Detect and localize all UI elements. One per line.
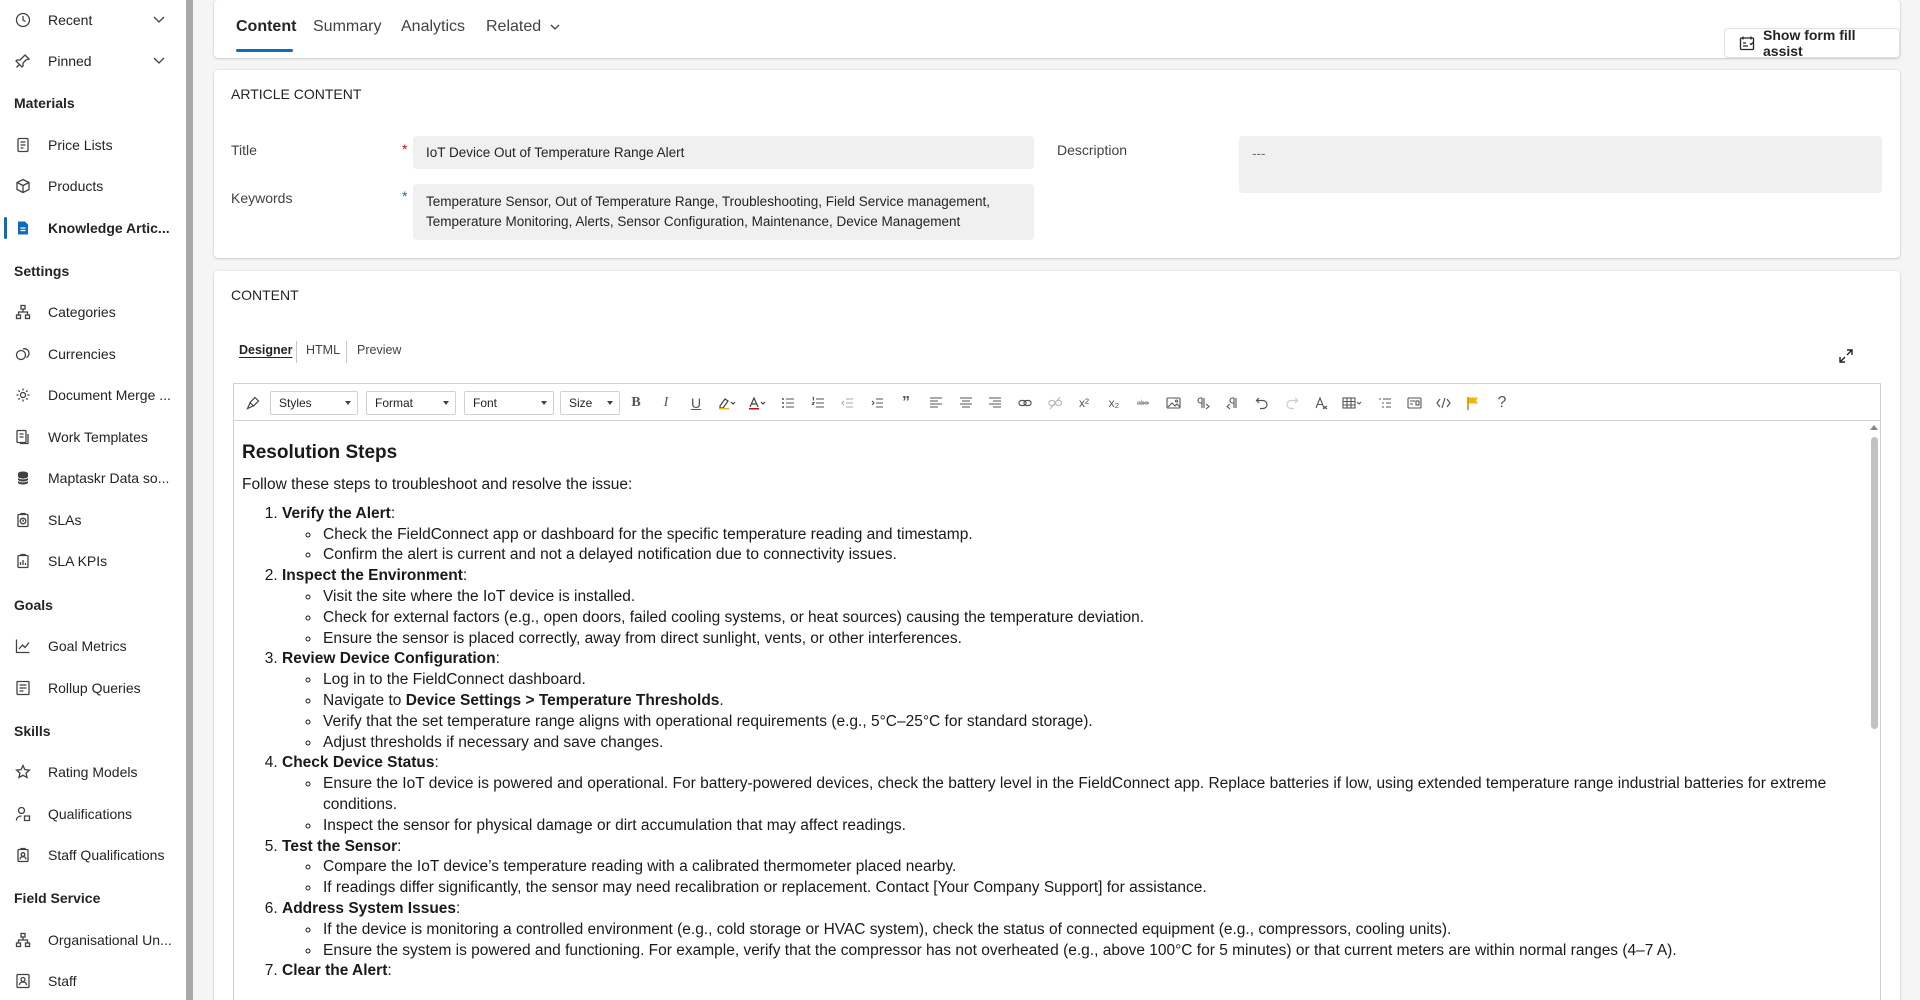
query-list-icon xyxy=(14,679,32,697)
sidebar-item-qualifications[interactable] xyxy=(0,796,186,832)
format-dropdown[interactable] xyxy=(366,391,456,415)
sidebar-item-label: SLAs xyxy=(48,512,82,528)
sidebar-item-label: Qualifications xyxy=(48,806,133,822)
caret-down-icon xyxy=(607,401,613,405)
sidebar-item-label: Goal Metrics xyxy=(48,638,127,654)
expand-icon[interactable] xyxy=(1838,348,1854,369)
sidebar-group-materials: Materials xyxy=(14,95,75,111)
step-bullet: ◦ Ensure the IoT device is powered and operational. For battery-powered devices, check the battery level in the FieldConnect app. Replace batteries if low, using extended temperature range industrial batteries for extreme conditions. xyxy=(321,774,1862,816)
clipboard-person-icon xyxy=(14,846,32,864)
tab-related[interactable] xyxy=(486,18,561,36)
sidebar-item-label: Pinned xyxy=(48,53,92,69)
tab-bar xyxy=(214,0,1900,58)
step-bullet: ◦ Adjust thresholds if necessary and save changes. xyxy=(321,733,1862,754)
editor-tab-designer[interactable]: Designer xyxy=(239,343,293,357)
sidebar-item-work-templates[interactable] xyxy=(0,419,186,455)
sidebar-item-rollup-queries[interactable] xyxy=(0,670,186,706)
clock-icon xyxy=(14,11,32,29)
align-right-icon[interactable] xyxy=(985,393,1005,413)
tab-content[interactable]: Content xyxy=(236,18,297,35)
article-document xyxy=(242,441,1862,982)
sidebar-item-label: Recent xyxy=(48,12,93,28)
editor-tab-separator xyxy=(296,341,297,363)
step-bullet: ◦ Visit the site where the IoT device is installed. xyxy=(321,587,1862,608)
numbered-list-icon[interactable] xyxy=(808,393,828,413)
align-left-icon[interactable] xyxy=(926,393,946,413)
italic-icon[interactable]: I xyxy=(663,395,669,410)
sidebar-item-categories[interactable] xyxy=(0,294,186,330)
sidebar-item-label: Staff xyxy=(48,973,77,989)
tab-related-label: Related xyxy=(486,18,542,35)
sidebar-item-label: Categories xyxy=(48,304,116,320)
step-item xyxy=(282,837,1862,899)
pin-icon xyxy=(14,52,32,70)
required-indicator: * xyxy=(402,141,408,157)
description-input[interactable]: --- xyxy=(1239,136,1882,193)
clipboard-clock-icon xyxy=(14,511,32,529)
step-bullet: ◦ Compare the IoT device’s temperature reading with a calibrated thermometer placed nearby. xyxy=(321,857,1862,878)
document-intro: Follow these steps to troubleshoot and resolve the issue: xyxy=(242,476,633,493)
increase-indent-icon[interactable] xyxy=(867,393,887,413)
hierarchy-icon xyxy=(14,303,32,321)
size-dropdown[interactable] xyxy=(560,391,620,415)
keywords-input[interactable]: Temperature Sensor, Out of Temperature Range, Troubleshooting, Field Service management, Temperature Monitoring, Alerts, Sensor Configuration, Maintenance, Device Management xyxy=(413,184,1034,240)
sidebar-item-sla-kpis[interactable] xyxy=(0,543,186,579)
id-card-icon xyxy=(14,972,32,990)
styles-dropdown-label: Styles xyxy=(279,396,312,410)
format-dropdown-label: Format xyxy=(375,396,414,410)
keywords-label: Keywords xyxy=(231,190,293,206)
bold-icon[interactable]: B xyxy=(631,395,641,410)
sidebar-group-settings: Settings xyxy=(14,263,70,279)
box-icon xyxy=(14,177,32,195)
step-title: Test the Sensor xyxy=(282,837,398,855)
sidebar xyxy=(0,0,186,1000)
nav-suffix: . xyxy=(719,691,724,709)
step-item xyxy=(282,961,1862,982)
step-colon: : xyxy=(456,899,461,917)
sidebar-item-staff-qualifications[interactable] xyxy=(0,837,186,873)
sidebar-item-label: SLA KPIs xyxy=(48,553,108,569)
highlight-color-icon[interactable] xyxy=(717,393,737,413)
step-colon: : xyxy=(390,504,396,522)
step-title: Verify the Alert xyxy=(282,504,391,522)
step-bullet: ◦ If readings differ significantly, the sensor may need recalibration or replacement. Contact [Your Company Support] for assistance. xyxy=(321,878,1862,899)
document-list-icon xyxy=(14,136,32,154)
sidebar-item-label: Document Merge ... xyxy=(48,387,171,403)
insert-template-icon[interactable] xyxy=(1404,393,1424,413)
scroll-up-arrow-icon[interactable] xyxy=(1870,425,1878,430)
unlink-icon[interactable] xyxy=(1045,393,1065,413)
sidebar-item-label: Organisational Un... xyxy=(48,932,172,948)
sidebar-item-label: Rollup Queries xyxy=(48,680,141,696)
quote-icon[interactable]: ” xyxy=(902,394,910,411)
step-title: Clear the Alert xyxy=(282,962,388,980)
ltr-icon[interactable] xyxy=(1193,393,1213,413)
recommended-indicator: * xyxy=(402,188,408,204)
help-icon[interactable]: ? xyxy=(1497,394,1507,411)
step-colon: : xyxy=(387,962,392,980)
sidebar-item-staff[interactable] xyxy=(0,963,186,999)
sidebar-item-label: Products xyxy=(48,178,104,194)
step-bullet: ◦ Check the FieldConnect app or dashboard for the specific temperature reading and timestamp. xyxy=(321,525,1862,546)
list-style-icon[interactable] xyxy=(1375,393,1395,413)
bulleted-list-icon[interactable] xyxy=(778,393,798,413)
step-item xyxy=(282,649,1862,753)
sidebar-item-label: Rating Models xyxy=(48,764,138,780)
step-bullet xyxy=(321,691,1862,712)
sidebar-item-organisational-units[interactable] xyxy=(0,922,186,958)
image-icon[interactable] xyxy=(1163,393,1183,413)
size-dropdown-label: Size xyxy=(569,396,593,410)
editor-toolbar xyxy=(233,383,1881,421)
superscript-icon[interactable]: x² xyxy=(1079,396,1089,410)
strikethrough-icon[interactable] xyxy=(1133,393,1153,413)
sidebar-item-document-merge[interactable] xyxy=(0,377,186,413)
sidebar-item-goal-metrics[interactable] xyxy=(0,628,186,664)
hierarchy-icon xyxy=(14,931,32,949)
gear-icon xyxy=(14,386,32,404)
font-color-icon[interactable] xyxy=(747,393,767,413)
step-title: Review Device Configuration xyxy=(282,650,496,668)
styles-dropdown[interactable] xyxy=(270,391,358,415)
trend-chart-icon xyxy=(14,637,32,655)
form-assist-icon xyxy=(1739,35,1755,51)
step-item xyxy=(282,899,1862,961)
step-colon: : xyxy=(462,567,468,585)
step-bullets xyxy=(282,774,1862,836)
sidebar-scrollbar[interactable] xyxy=(186,0,193,1000)
sidebar-item-recent[interactable] xyxy=(0,2,186,38)
step-colon: : xyxy=(495,650,500,668)
step-item xyxy=(282,753,1862,836)
coins-icon xyxy=(14,345,32,363)
sidebar-item-maptaskr[interactable] xyxy=(0,460,186,496)
caret-down-icon xyxy=(541,401,547,405)
link-icon[interactable] xyxy=(1015,393,1035,413)
paint-brush-icon[interactable] xyxy=(243,393,263,413)
font-dropdown-label: Font xyxy=(473,396,498,410)
tab-selected-indicator xyxy=(236,49,293,52)
chevron-down-icon[interactable] xyxy=(152,53,166,70)
sidebar-item-label: Currencies xyxy=(48,346,116,362)
sidebar-item-slas[interactable] xyxy=(0,502,186,538)
step-bullet: ◦ Ensure the system is powered and functioning. For example, verify that the compressor has not overheated (e.g., above 100°C for 5 minutes) or that current meters are within normal ranges (4–7 A). xyxy=(321,941,1862,962)
nav-prefix: Navigate to xyxy=(323,691,406,709)
step-bullet: ◦ If the device is monitoring a controlled environment (e.g., cold storage or HVAC system), check the status of connected equipment (e.g., compressors, cooling units). xyxy=(321,920,1862,941)
step-bullet: ◦ Check for external factors (e.g., open doors, failed cooling systems, or heat sources) causing the temperature deviation. xyxy=(321,608,1862,629)
decrease-indent-icon[interactable] xyxy=(837,393,857,413)
clear-formatting-icon[interactable] xyxy=(1311,393,1331,413)
sidebar-item-label: Maptaskr Data so... xyxy=(48,470,170,486)
sidebar-item-label: Work Templates xyxy=(48,429,148,445)
step-title: Inspect the Environment xyxy=(282,567,463,585)
step-bullets xyxy=(282,587,1862,649)
editor-content-area[interactable] xyxy=(233,421,1881,1000)
show-form-fill-assist-button[interactable] xyxy=(1724,28,1900,58)
sidebar-item-label: Staff Qualifications xyxy=(48,847,165,863)
step-bullets xyxy=(282,525,1862,567)
sidebar-group-field-service: Field Service xyxy=(14,890,101,906)
sidebar-item-currencies[interactable] xyxy=(0,336,186,372)
database-icon xyxy=(14,469,32,487)
sidebar-item-label: Price Lists xyxy=(48,137,113,153)
step-bullet: ◦ Log in to the FieldConnect dashboard. xyxy=(321,670,1862,691)
assist-button-label: Show form fill assist xyxy=(1763,27,1856,59)
subscript-icon[interactable]: x₂ xyxy=(1108,396,1120,410)
step-bullet: ◦ Confirm the alert is current and not a delayed notification due to connectivity issues. xyxy=(321,545,1862,566)
step-bullet: ◦ Verify that the set temperature range aligns with operational requirements (e.g., 5°C–25°C for standard storage). xyxy=(321,712,1862,733)
table-icon[interactable] xyxy=(1342,393,1362,413)
step-item xyxy=(282,504,1862,566)
resolution-steps-list xyxy=(242,504,1862,982)
font-dropdown[interactable] xyxy=(464,391,554,415)
redo-icon[interactable] xyxy=(1282,393,1302,413)
clipboard-chart-icon xyxy=(14,552,32,570)
underline-icon[interactable]: U xyxy=(690,395,702,411)
sidebar-item-price-lists[interactable] xyxy=(0,127,186,163)
template-icon xyxy=(14,428,32,446)
editor-tab-html[interactable]: HTML xyxy=(306,343,341,357)
step-bullets xyxy=(282,670,1862,753)
svg-text:abc: abc xyxy=(1137,400,1149,407)
nav-path: Device Settings > Temperature Thresholds xyxy=(405,691,720,709)
flag-icon[interactable] xyxy=(1463,393,1483,413)
step-colon: : xyxy=(397,837,402,855)
title-input[interactable]: IoT Device Out of Temperature Range Alert xyxy=(413,136,1034,169)
caret-down-icon xyxy=(345,401,351,405)
person-ribbon-icon xyxy=(14,805,32,823)
sidebar-item-products[interactable] xyxy=(0,168,186,204)
step-colon: : xyxy=(434,754,439,772)
article-icon xyxy=(14,219,32,237)
editor-tab-separator xyxy=(346,341,347,363)
caret-down-icon xyxy=(443,401,449,405)
title-label: Title xyxy=(231,142,257,158)
sidebar-group-skills: Skills xyxy=(14,723,51,739)
editor-scrollbar[interactable] xyxy=(1871,437,1878,729)
tab-analytics[interactable]: Analytics xyxy=(401,18,466,35)
rtl-icon[interactable] xyxy=(1223,393,1243,413)
document-heading: Resolution Steps xyxy=(242,442,398,463)
sidebar-item-knowledge-articles[interactable] xyxy=(0,210,186,246)
sidebar-item-pinned[interactable] xyxy=(0,43,186,79)
star-icon xyxy=(14,763,32,781)
undo-icon[interactable] xyxy=(1252,393,1272,413)
step-bullets xyxy=(282,857,1862,899)
editor-tab-preview[interactable]: Preview xyxy=(357,343,402,357)
step-bullets xyxy=(282,920,1862,962)
align-center-icon[interactable] xyxy=(956,393,976,413)
step-bullet: ◦ Ensure the sensor is placed correctly, away from direct sunlight, vents, or other interferences. xyxy=(321,629,1862,650)
code-view-icon[interactable] xyxy=(1433,393,1453,413)
step-title: Address System Issues xyxy=(282,899,457,917)
content-heading: CONTENT xyxy=(231,287,299,303)
sidebar-item-rating-models[interactable] xyxy=(0,754,186,790)
chevron-down-icon[interactable] xyxy=(152,12,166,29)
sidebar-group-goals: Goals xyxy=(14,597,53,613)
description-label: Description xyxy=(1057,142,1128,158)
chevron-down-icon xyxy=(549,21,561,33)
step-item xyxy=(282,566,1862,649)
step-title: Check Device Status xyxy=(282,754,435,772)
sidebar-item-label: Knowledge Artic... xyxy=(48,220,170,236)
tab-summary[interactable]: Summary xyxy=(313,18,382,35)
step-bullet: ◦ Inspect the sensor for physical damage or dirt accumulation that may affect readings. xyxy=(321,816,1862,837)
article-content-heading: ARTICLE CONTENT xyxy=(231,86,362,102)
